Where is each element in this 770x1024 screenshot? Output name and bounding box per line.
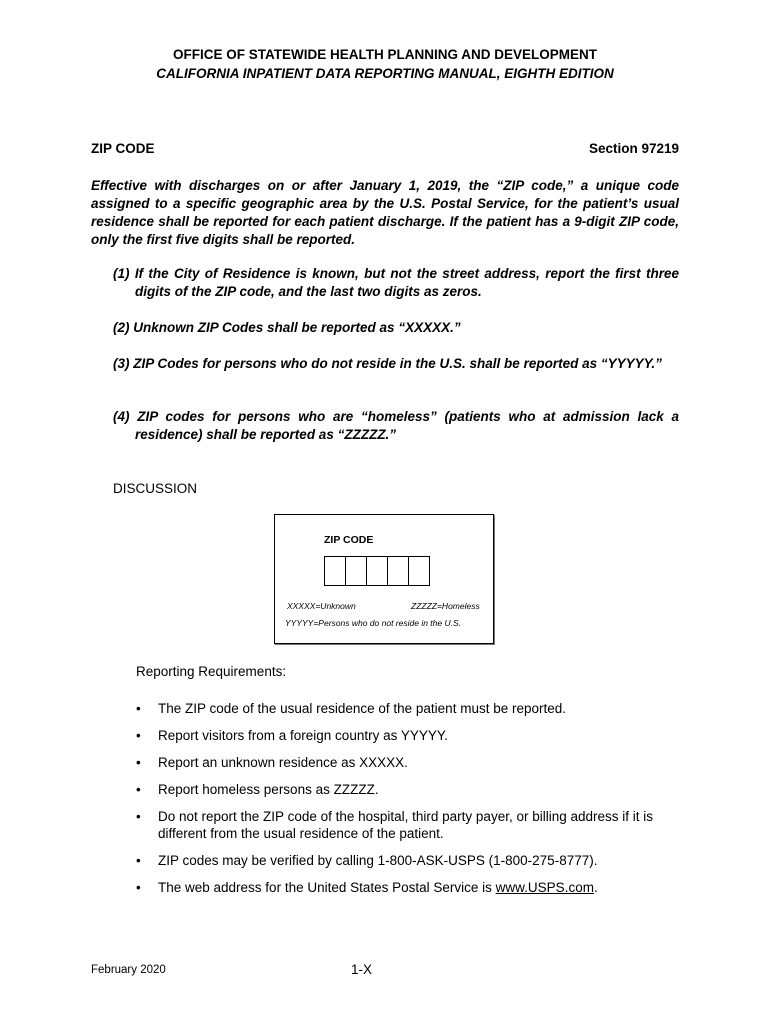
legend-homeless: ZZZZZ=Homeless	[411, 601, 480, 611]
intro-paragraph: Effective with discharges on or after January 1, 2019, the “ZIP code,” a unique code assigned to a specific geographic area by the U.S. Postal Service, for the patient’s usual residence shall be reported for each patient discharge. If the patient has a 9-digit ZIP code, only the first five digits shall be reported.	[91, 178, 679, 247]
page-number: 1-X	[351, 962, 373, 977]
bullet-icon: •	[136, 701, 141, 716]
zip-digit-box	[346, 557, 367, 585]
rule-4	[113, 408, 679, 444]
header-manual-title: CALIFORNIA INPATIENT DATA REPORTING MANUAL, EIGHTH EDITION	[156, 66, 614, 81]
list-item: • Report homeless persons as ZZZZZ.	[136, 782, 379, 797]
discussion-heading: DISCUSSION	[113, 481, 198, 496]
rule-1	[113, 265, 679, 301]
zip-digit-box	[325, 557, 346, 585]
rule-text: Unknown ZIP Codes shall be reported as “XXXXX.”	[133, 320, 461, 335]
zip-digit-box	[388, 557, 409, 585]
zip-form-title: ZIP CODE	[324, 534, 374, 546]
header-office-title: OFFICE OF STATEWIDE HEALTH PLANNING AND DEVELOPMENT	[173, 47, 597, 62]
legend-non-us: YYYYY=Persons who do not reside in the U.S.	[285, 618, 462, 628]
rule-3	[113, 355, 679, 373]
list-item: • The ZIP code of the usual residence of the patient must be reported.	[136, 701, 566, 716]
zip-digit-box	[409, 557, 429, 585]
bullet-icon: •	[136, 755, 141, 770]
zip-digit-box	[367, 557, 388, 585]
rule-number: (2)	[113, 320, 130, 335]
bullet-icon: •	[136, 728, 141, 743]
section-title: ZIP CODE	[91, 141, 155, 156]
zip-digit-boxes	[324, 556, 430, 586]
list-item: • Report visitors from a foreign country as YYYYY.	[136, 728, 448, 743]
bullet-icon: •	[136, 853, 141, 868]
section-number: Section 97219	[588, 141, 679, 156]
bullet-icon: •	[136, 809, 141, 824]
rule-2	[113, 319, 679, 337]
list-item: • The web address for the United States Postal Service is www.USPS.com.	[136, 880, 598, 895]
rule-text: ZIP codes for persons who are “homeless” (patients who at admission lack a residence) shall be reported as “ZZZZZ.”	[135, 409, 679, 442]
reporting-requirements-list	[136, 700, 681, 906]
rule-number: (3)	[113, 356, 130, 371]
bullet-icon: •	[136, 782, 141, 797]
legend-unknown: XXXXX=Unknown	[287, 601, 356, 611]
reporting-requirements-heading: Reporting Requirements:	[136, 664, 287, 679]
rule-text: ZIP Codes for persons who do not reside in the U.S. shall be reported as “YYYYY.”	[133, 356, 662, 371]
rule-number: (1)	[113, 266, 130, 281]
list-item: • ZIP codes may be verified by calling 1-800-ASK-USPS (1-800-275-8777).	[136, 853, 598, 868]
usps-link[interactable]: www.USPS.com	[495, 880, 594, 895]
list-item: • Do not report the ZIP code of the hospital, third party payer, or billing address if it is different from the usual residence of the patient.	[136, 809, 654, 841]
rule-text: If the City of Residence is known, but not the street address, report the first three digits of the ZIP code, and the last two digits as zeros.	[134, 266, 679, 299]
list-item: • Report an unknown residence as XXXXX.	[136, 755, 408, 770]
footer-date: February 2020	[91, 964, 166, 976]
rule-number: (4)	[113, 409, 130, 424]
bullet-icon: •	[136, 880, 141, 895]
